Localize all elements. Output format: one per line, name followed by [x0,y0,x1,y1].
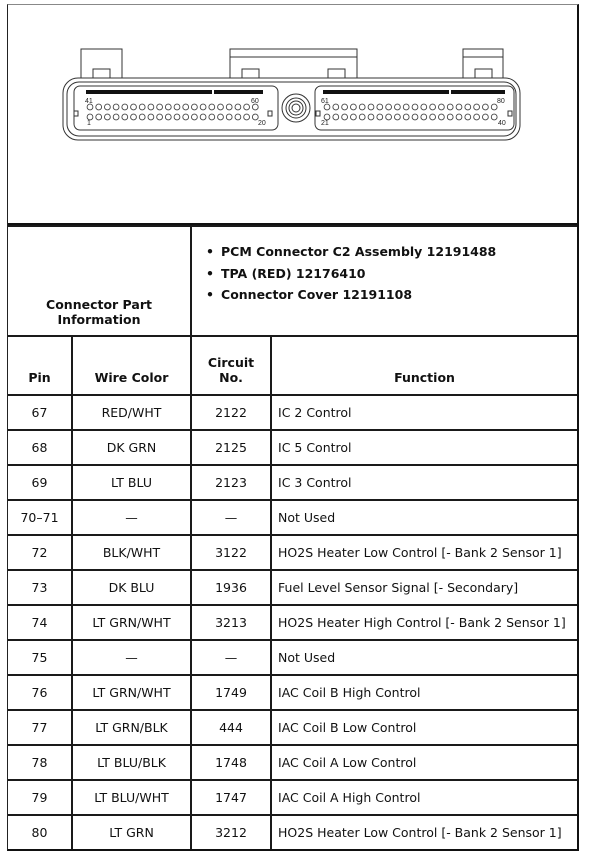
pin-socket [139,104,145,110]
pin-socket [439,104,445,110]
table-row [8,395,577,430]
part-info-row [8,226,577,336]
table-row [8,745,577,780]
part-info-label: Connector Part Information [8,226,191,336]
pin-socket [209,114,215,120]
pin-socket [131,104,137,110]
pin-socket [333,104,339,110]
part-info-list [192,241,577,306]
pin-cell: 70–71 [8,500,72,535]
pin-socket [183,104,189,110]
circuit-cell: 3212 [191,815,271,849]
pin-socket [139,114,145,120]
pin-socket [377,114,383,120]
pin-cell: 77 [8,710,72,745]
pin-socket [218,114,224,120]
pin-cell: 69 [8,465,72,500]
pin-socket [218,104,224,110]
wire-color-cell: LT BLU [72,465,191,500]
pin-socket [456,114,462,120]
wire-color-cell: LT GRN/WHT [72,675,191,710]
wire-color-cell: LT BLU/WHT [72,780,191,815]
wire-color-cell: — [72,640,191,675]
pin-socket [244,104,250,110]
pin-socket [447,104,453,110]
pin-socket [235,104,241,110]
pin-label-1: 1 [87,120,91,127]
part-info-item: • TPA (RED) 12176410 [206,263,577,285]
circuit-cell: 3213 [191,605,271,640]
function-cell: IC 5 Control [271,430,577,465]
function-cell: IAC Coil B High Control [271,675,577,710]
wire-color-cell: RED/WHT [72,395,191,430]
pin-socket [148,114,154,120]
header-function: Function [271,336,577,395]
table-row [8,500,577,535]
circuit-cell: 1748 [191,745,271,780]
pin-label-80: 80 [497,98,505,105]
header-wire-color: Wire Color [72,336,191,395]
pin-cell: 76 [8,675,72,710]
pin-socket [174,114,180,120]
pin-socket [483,114,489,120]
part-info-item: • Connector Cover 12191108 [206,284,577,306]
circuit-cell: 3122 [191,535,271,570]
function-cell: HO2S Heater Low Control [- Bank 2 Sensor 1] [271,535,577,570]
pin-socket [157,114,163,120]
pin-socket [131,114,137,120]
function-cell: IC 2 Control [271,395,577,430]
table-header-row [8,336,577,395]
circuit-cell: 2125 [191,430,271,465]
right-key [508,111,512,116]
pin-cell: 67 [8,395,72,430]
pin-socket [244,114,250,120]
circuit-cell: 1747 [191,780,271,815]
pin-cell: 80 [8,815,72,849]
connector-table [8,225,577,849]
pin-socket [174,104,180,110]
table-row [8,815,577,849]
function-cell: Not Used [271,640,577,675]
pin-label-61: 61 [321,98,329,105]
pin-socket [430,104,436,110]
left-key [74,111,78,116]
pin-socket [491,114,497,120]
pin-socket [113,104,119,110]
function-cell: Fuel Level Sensor Signal [- Secondary] [271,570,577,605]
pin-socket [386,114,392,120]
pin-socket [226,104,232,110]
pin-socket [122,104,128,110]
pin-socket [96,104,102,110]
pin-socket [359,104,365,110]
circuit-cell: 444 [191,710,271,745]
circuit-cell: — [191,640,271,675]
pin-socket [395,114,401,120]
circuit-cell: 2123 [191,465,271,500]
pin-socket [200,114,206,120]
function-cell: Not Used [271,500,577,535]
function-cell: IC 3 Control [271,465,577,500]
table-row [8,465,577,500]
table-row [8,430,577,465]
pin-socket [192,114,198,120]
pin-socket [465,104,471,110]
pin-socket [456,104,462,110]
pin-cell: 73 [8,570,72,605]
wire-color-cell: BLK/WHT [72,535,191,570]
pin-socket [403,104,409,110]
header-circuit-label: Circuit No. [207,355,255,385]
pin-socket [165,104,171,110]
pin-socket [122,114,128,120]
table-row [8,710,577,745]
function-cell: IAC Coil B Low Control [271,710,577,745]
function-cell: HO2S Heater Low Control [- Bank 2 Sensor 1] [271,815,577,849]
pin-socket [148,104,154,110]
pin-label-60: 60 [251,98,259,105]
wire-color-cell: LT GRN/BLK [72,710,191,745]
pin-socket [183,114,189,120]
pin-socket [105,104,111,110]
pin-socket [342,104,348,110]
pin-socket [333,114,339,120]
pin-socket [359,114,365,120]
pin-cell: 79 [8,780,72,815]
pin-socket [386,104,392,110]
table-row [8,605,577,640]
circuit-cell: 2122 [191,395,271,430]
pin-cell: 78 [8,745,72,780]
part-info-item: • PCM Connector C2 Assembly 12191488 [206,241,577,263]
pin-socket [157,104,163,110]
pin-socket [200,104,206,110]
pin-socket [209,104,215,110]
pin-socket [226,114,232,120]
pin-socket [105,114,111,120]
pin-socket [412,114,418,120]
pin-socket [342,114,348,120]
pin-socket [430,114,436,120]
wire-color-cell: LT BLU/BLK [72,745,191,780]
function-cell: IAC Coil A High Control [271,780,577,815]
function-cell: HO2S Heater High Control [- Bank 2 Sensor 1] [271,605,577,640]
wire-color-cell: DK GRN [72,430,191,465]
header-circuit [191,336,271,395]
connector-diagram [8,5,577,225]
pin-socket [474,114,480,120]
pin-cell: 74 [8,605,72,640]
pin-socket [377,104,383,110]
wire-color-cell: LT GRN [72,815,191,849]
pin-socket [113,114,119,120]
pin-socket [351,114,357,120]
part-info-list-cell [191,226,577,336]
table-row [8,780,577,815]
pin-socket [351,104,357,110]
header-pin: Pin [8,336,72,395]
pin-socket [421,114,427,120]
pin-cell: 68 [8,430,72,465]
pin-label-41: 41 [85,98,93,105]
wire-color-cell: DK BLU [72,570,191,605]
pin-socket [96,114,102,120]
pin-cell: 72 [8,535,72,570]
pin-label-21: 21 [321,120,329,127]
table-row [8,570,577,605]
pin-socket [447,114,453,120]
table-row [8,535,577,570]
circuit-cell: 1749 [191,675,271,710]
pin-socket [403,114,409,120]
pin-socket [368,104,374,110]
wire-color-cell: — [72,500,191,535]
pin-socket [483,104,489,110]
pin-socket [368,114,374,120]
pin-socket [465,114,471,120]
table-row [8,675,577,710]
pin-socket [412,104,418,110]
circuit-cell: — [191,500,271,535]
pin-socket [439,114,445,120]
circuit-cell: 1936 [191,570,271,605]
connector-sheet [7,4,579,851]
pin-label-20: 20 [258,120,266,127]
connector-face-drawing [8,5,578,223]
pin-cell: 75 [8,640,72,675]
pin-label-40: 40 [498,120,506,127]
pin-socket [421,104,427,110]
pin-socket [395,104,401,110]
table-row [8,640,577,675]
pin-socket [192,104,198,110]
pin-socket [474,104,480,110]
pin-socket [165,114,171,120]
wire-color-cell: LT GRN/WHT [72,605,191,640]
pin-socket [235,114,241,120]
function-cell: IAC Coil A Low Control [271,745,577,780]
